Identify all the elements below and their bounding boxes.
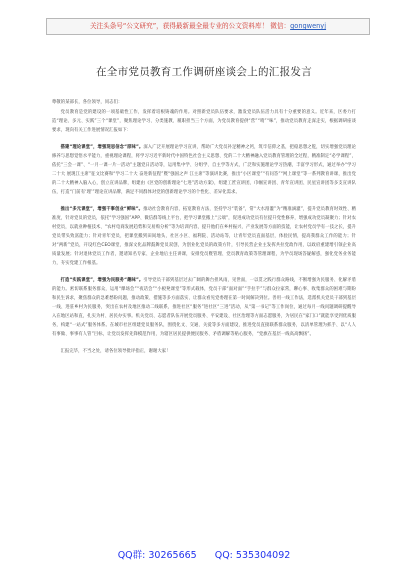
intro-paragraph: 党员教育是党的建设的一项基础性工作，发挥着培根铸魂的作用。对照新党员队伍要求，激发党员队伍活力具有十分重要的意义。近年来，区委力打造“理论、多元、实践”三个“课堂”，聚焦理论学习、分类施教、履职担当三个方面，为党员教育提供“营”“哨”“味”，推动党员教育走深走实，根据调研座谈要求，现向有关工作进展情况汇报如下： — [52, 110, 356, 133]
section-theory — [52, 143, 356, 197]
contact-footer — [0, 547, 408, 561]
document-body — [52, 98, 356, 356]
promo-text: 关注头条号“公文研究”，获得最新最全最专业的公文资料库！ 微信： — [89, 22, 291, 30]
section-text: 推动社会教育内容，拓宽教育方法，坚持学习“装备”，常“大水漫灌”为“精准滴灌”，提升党员教育时效性、精准度，针对党员的党员，依托“学习强国”APP、微信群等线上平台，把学习课堂搬上“云端”，促进成功党员有位提升党性修养，增强成功党员凝聚力；针对农村党员，以就业种植技术、“农村电商发展趋势和交易购分析”等为培训内容，提升他们在乡村振兴、产业发展等方面的技能，让农村党员学有一技之长，提升党员带头致富能力；针对青年党员，把课堂搬到田间地头，社区小区、福利院、活动站等，让青年党员直面基层，体验民情，提高我群众工作的能力；针对“两新”党员，开设红色CEO课堂，推深文化品牌鼓舞党员双创，为创业化党员的政策方针，引导民营企业主发挥共拉党政作用，以政府重建增引领企业高质量发展；针对退休党员工作者，邀请知名专家、企业地后主任讲课，安排党员暨管理、党员教育政策等管理课程，为学员现场答疑解惑，强化党务业务能力，夯实党建工作根基。 — [52, 207, 357, 266]
document-title: 在全市党员教育工作调研座谈会上的汇报发言 — [96, 66, 312, 78]
closing-remark: 汇报完毕，不当之处，请各位领导批评指正，谢谢大家！ — [60, 349, 171, 354]
section-heading: 推出“多元课堂”，增强干事创业“鲜味”。 — [60, 207, 144, 212]
section-heading: 打造“实践课堂”，增强为民服务“趣味”。 — [60, 278, 144, 283]
qq-number: QQ: 535304092 — [214, 550, 291, 561]
section-text: 深入广泛开展理论学习宣讲，帮助广大党员补足精神之钙，筑牢信仰之基，把稳思想之舵，切实增强党员理论修养与思想觉悟水平能力，重视理论课程，将学习习近平新时代中国特色社会主义思想、党的二十大精神融入党员教育管理的全过程，精准制定“必学课程”，依托“三会一课”、“一月一课一片一活动”主题党日活动等，运用集中学、分组学、自主学等方式，广泛和实施理论学习热潮，丰富学习形式，通过举办“学习二十大 展现江主席”征文比赛和“学习二十大 奋进新征程”暨“强国之声 江主席”等演讲比赛，推出“小区课堂”“有问答”“网上课堂”等一系列教育讲课，推出党的二十大精神入脑入心，创立宣讲品牌，组建由《区党的创新理论“七进”活动方案》，组建工匠宣讲团、巾帼宣讲团、青年宣讲团、民星宣讲团等多支宣讲队伍，打造“门前有‘理’”理论宣讲品牌，满足不同群体对党的创新理论学习的个性化、差异化需求。 — [52, 145, 357, 195]
section-heading: 搭建“理论课堂”，增强现思信念“原味”。 — [60, 145, 144, 150]
wechat-id[interactable]: gongwenyj — [290, 22, 327, 30]
section-diverse — [52, 205, 356, 268]
greeting: 尊敬的某部长，各位领导，同志们： — [52, 100, 123, 105]
promo-banner — [46, 18, 370, 35]
qq-group: QQ群: 30265665 — [117, 550, 197, 561]
section-text: 引导党员干部到基层过去广阔的舞台担风雨，见世面，一以贯之践行群众路线，不断增强为民服务、化解矛盾的能力。密切联系服务群众，运用“爆场会”“夜话会”“小板凳课堂”等形式载体，党员干部“面对面”“手拉手”与群众拉家常，聊心事、收集群众的困难与期盼和民生诉求，聚焦群众的急难愁盼问题，推动政策、措施等多方面落实、让群众看见党委理在第一时间解决到位。善用一线工作法，选派机关党员干部到基层一线、进驻乡村为民服务，突出在农村及地区推动二线联系，推进社区“服务”进社区“三进”活动，从“第一书记”等工作岗位，通过每月一线问题调研提醒导入在地区站和直，扎实为村、居民办实事。机关党员、志愿者队伍开展党员服务、平安建设、社区治理等方面志愿服务，为居民在“家门口”就能享受到优质服务，构建“一站式”服务体系。在城市社区组建党员服务队，围绕化文、交通、关爱等多方面建设，推进党员直接联系群众服务，以清单管理为抓手、以“人人有事做、事事有人管”目标，让党员发挥先锋模范作用，为辖区居民提供便民服务、矛盾调解等贴心服务，“党旗在基层一线高高飘扬”。 — [52, 278, 357, 337]
section-practice — [52, 276, 356, 339]
